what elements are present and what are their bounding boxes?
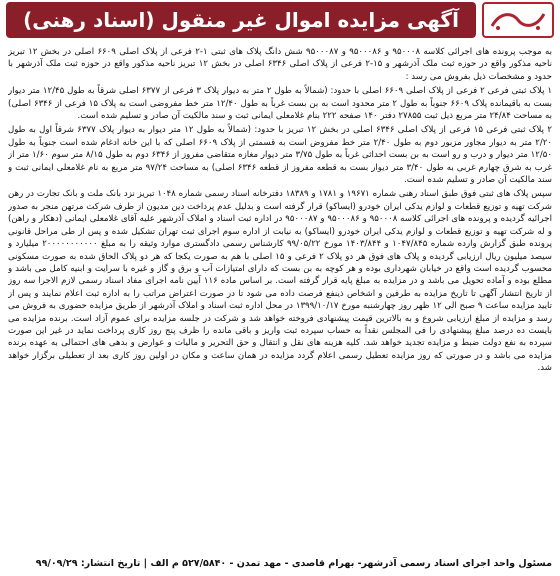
paragraph-intro: به موجب پرونده های اجرائی کلاسه ۹۵۰۰۰۸ و ۹۵۰۰۰۸۶ و ۹۵۰۰۰۸۷ شش دانگ پلاک های ثبتی ۱-۲ فرعی از پلاک اصلی ۶۶۰۹ اصلی در بخش ۱۲ تبریز ناحیه مذکور واقع در حوزه ثبت ملک آذرشهر و ۱۵-۲ فرعی از پلاک اصلی ۶۳۴۶ اصلی در بخش ۱۲ تبریز ناحیه مذکور واقع در حوزه ثبت ملک آذرشهر با حدود و مشخصات ذیل بفروش می رسد :: [8, 47, 552, 82]
footer-text: مسئول واحد اجرای اسناد رسمی آذرشهر- بهرام قاصدی - مهد تمدن - ۵۲۷/۵۸۴۰ م الف | تاریخ انتشار: ۹۹/۰۹/۲۹: [35, 557, 552, 569]
paragraph-property-1: ۱ پلاک ثبتی فرعی ۲ فرعی از پلاک اصلی ۶۶۰۹ اصلی با حدود: (شمالاً به طول ۲ متر به دیوار پلاک ۳ فرعی از ۶۳۷۷ اصلی شرقاً به طول ۱۲/۴۵ متر دیوار بست به باقیمانده پلاک ۶۶۰۹ جنوباً به طول ۲ متر محدود است به بن بست غرباً به طول ۱۲/۴۰ متر خط مفروضی است به پلاک ۱۵ فرعی از ۶۳۴۶ اصلی) به مساحت ۲۴/۸۴ متر مربع ذیل ثبت ۲۷۸۵۵ دفتر ۱۴۰ صفحه ۲۲۲ بنام غلامعلی ایمانی ثبت و سند مالکیت آن صادر و تسلیم شده است.: [8, 86, 552, 122]
ad-body: [8, 46, 552, 550]
logo-mark-icon: [486, 6, 550, 34]
paragraph-property-2: ۲ پلاک ثبتی فرعی ۱۵ فرعی از پلاک اصلی ۶۳۴۶ اصلی در بخش ۱۲ تبریز با حدود: (شمالاً به طول ۱۲ متر دیوار به دیوار پلاک ۶۳۷۷ شرقاً اول به طول ۲/۲۰ متر به دیوار مجاور مزبور دوم به طول ۲/۴۰ متر خط مفروض است به قسمتی از پلاک ۶۶۰۹ اصلی که با این خانه ادغام شده است جنوباً به طول ۱۲/۵۰ متر دیوار و درب و رو است به بن بست احداثی غرباً به طول ۳/۷۵ متر دیوار مغازه متقاضی مفروز از ۶۳۴۶ دوم به طول ۸/۱۵ متر سوم ۱/۶۰ متر از غرب به شرق چهارم غربی به طول ۳/۴۰ متر دیوار بست به قطعه مفروز از قطعه ۶۳۴۶ اصلی) به مساحت ۹۷/۲۴ متر مربع به نام غلامعلی ایمانی ثبت و سند مالکیت آن صادر و تسلیم شده است.: [8, 125, 552, 186]
ad-footer: [8, 554, 552, 572]
newspaper-logo-icon: [482, 2, 554, 38]
paragraph-auction-terms: سپس پلاک های ثبتی فوق طبق اسناد رهنی شماره ۱۹۶۷۱ و ۱۷۸۱ و ۱۸۳۸۹ دفترخانه اسناد رسمی شماره ۱۰۴۸ تبریز نزد بانک ملت و بانک تجارت در رهن شرکت تهیه و توزیع قطعات و لوازم یدکی ایران خودرو (ایساکو) قرار گرفته است و بدلیل عدم پرداخت دین مدیون از طرف شرکت مرتهن منجر به صدور اجرائیه گردیده و پرونده های اجرائی کلاسه ۹۵۰۰۰۸ و ۹۵۰۰۰۸۶ و ۹۵۰۰۰۸۷ در اداره ثبت اسناد و املاک آذرشهر علیه آقای غلامعلی ایمانی (دهکار و راهن) و له شرکت تهیه و توزیع قطعات و لوازم یدکی ایران خودرو (ایساکو) به نیابت از اداره سوم اجرای ثبت تهران تشکیل شده و پس از طی مراحل قانونی پرونده طبق گزارش وارده شماره ۱۰۴۷/۸۴۵ و ۱۴۰۳/۸۴۴ مورخ ۹۹/۰۵/۲۲ کارشناس رسمی دادگستری موارد وثیقه را به مبلغ ۲۰۰۰۰۰۰۰۰۰۰۰ میلیارد و سیصد میلیون ریال ارزیابی گردیده و پلاک های فوق هر دو پلاک ۲ فرعی و ۱۵ اصلی با هم به صورت یکجا که هر دو پلاک الحاق شده به صورت مسکونی محسوب گردیده است واقع در خیابان شهرداری بوده و هر کوچه به بن بست که دارای امتیازات آب و برق و گاز و غیره با سرایت و ابنیه کامل می باشد و مطلع بوده و آماده تحویل می باشد و در مزایده به مبلغ پایه قرار گرفته است. بر اساس ماده ۱۱۶ آیین نامه اجرای مفاد اسناد رسمی لازم الاجرا سه روز از تاریخ انتشار آگهی تا تاریخ مزایده به طرفین و اشخاص ذینفع فرصت داده می شود تا در صورت اعتراض مراتب را به اداره ثبت اعلام نمایند و پس از تایید مزایده ساعت ۹ صبح الی ۱۲ ظهر روز چهارشنبه مورخ ۱۳۹۹/۱۰/۱۷ در محل اداره ثبت اسناد و املاک آذرشهر از طریق مزایده حضوری به فروش می رسد و مزایده از مبلغ ارزیابی شروع و به بالاترین قیمت پیشنهادی فروخته خواهد شد و شرکت در جلسه مزایده برای عموم آزاد است. برنده مزایده می بایست ده درصد مبلغ پیشنهادی را فی المجلس نقداً به حساب سپرده ثبت واریز و باقی مانده را ظرف پنج روز کاری پرداخت نماید در غیر این صورت سپرده به نفع دولت ضبط و مزایده تجدید خواهد شد. کلیه هزینه های نقل و انتقال و حق التحریر و مالیات و عوارض و بدهی های احتمالی به عهده برنده مزایده می باشد و در صورتی که روز مزایده تعطیل رسمی اعلام گردد مزایده در همان ساعت و مکان در اولین روز کاری بعد از تعطیلی برگزار خواهد شد.: [8, 189, 552, 374]
title-banner: [6, 2, 476, 38]
ad-title: آگهی مزایده اموال غیر منقول (اسناد رهنی): [23, 8, 459, 32]
